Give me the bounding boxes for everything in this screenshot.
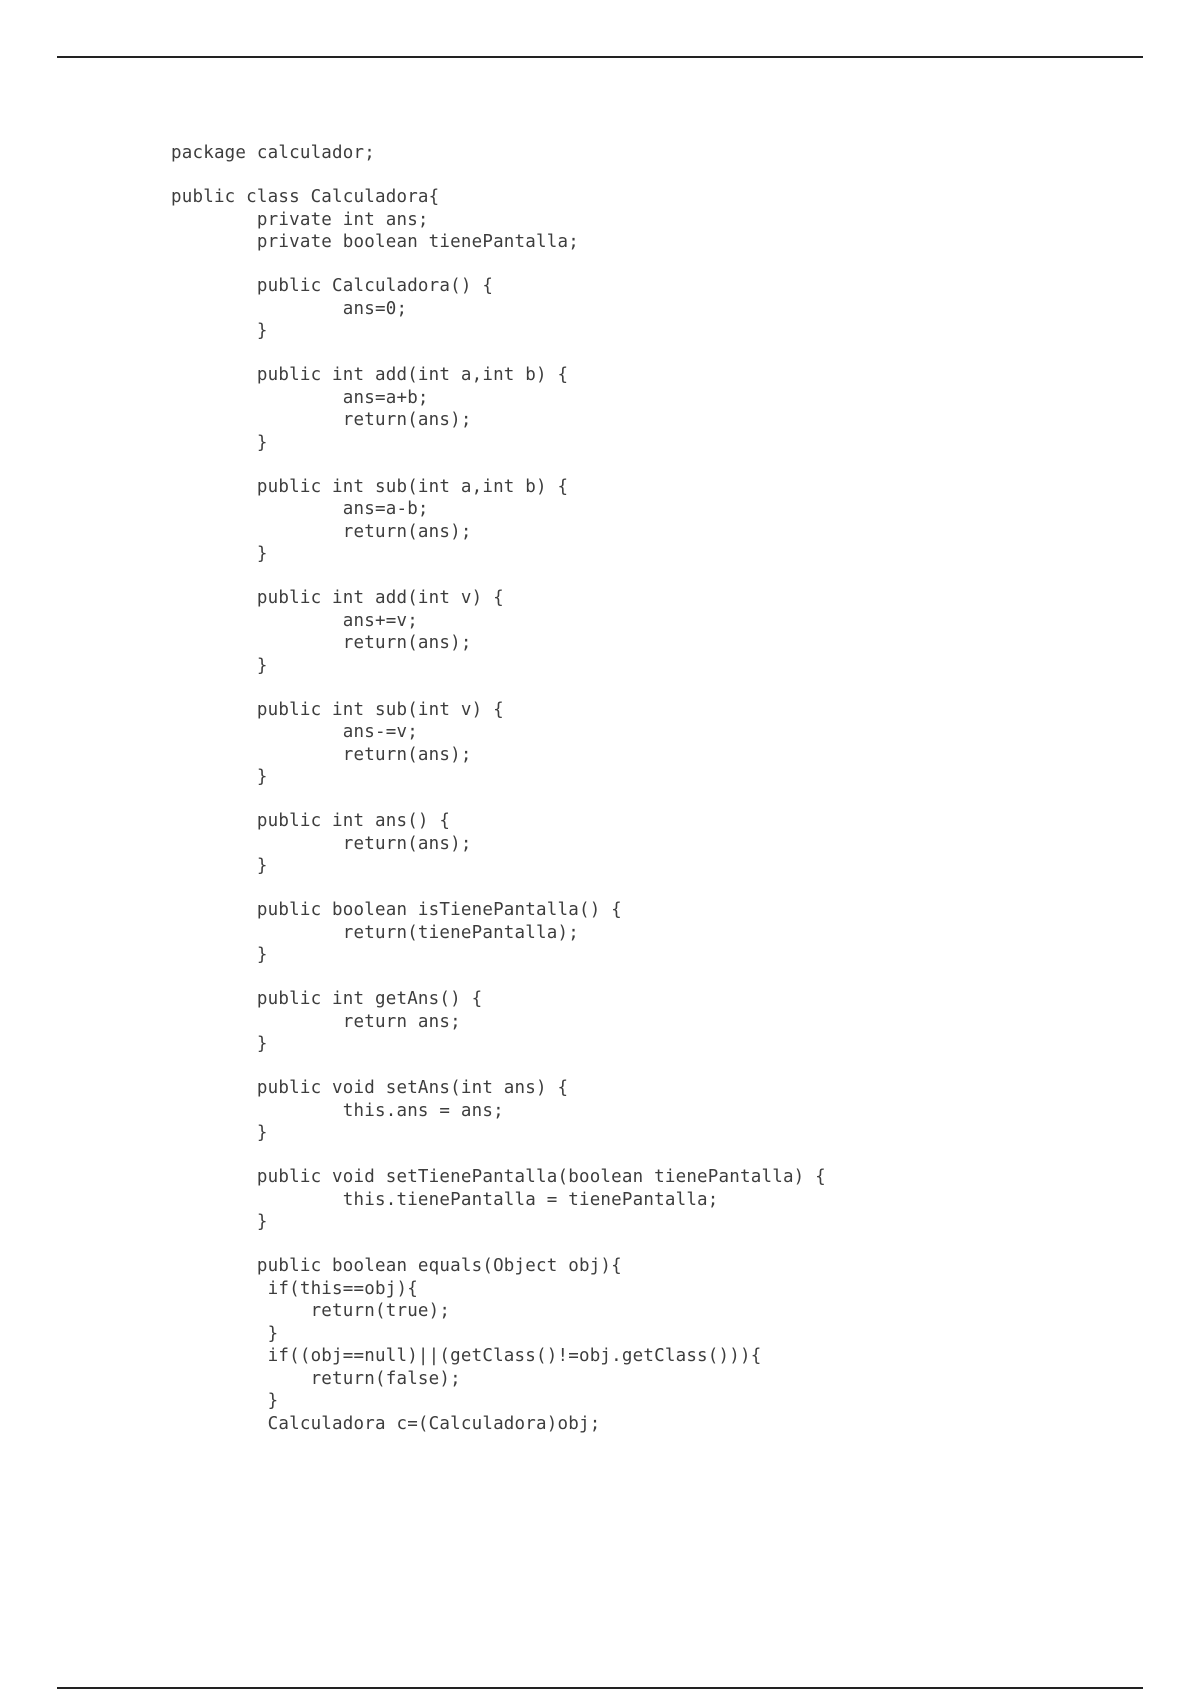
code-line: return(true); bbox=[171, 1301, 451, 1321]
code-line: ans+=v; bbox=[171, 610, 418, 631]
code-line: } bbox=[171, 1212, 268, 1232]
code-line: public class Calculadora{ bbox=[171, 187, 440, 207]
code-line: } bbox=[171, 432, 268, 453]
code-line: public int sub(int a,int b) { bbox=[171, 476, 569, 497]
code-line: private boolean tienePantalla; bbox=[171, 232, 579, 252]
code-line: return(ans); bbox=[171, 633, 472, 653]
code-line: } bbox=[171, 1323, 279, 1344]
code-line: private int ans; bbox=[171, 209, 429, 230]
code-line: public int add(int a,int b) { bbox=[171, 365, 569, 385]
code-line: public void setAns(int ans) { bbox=[171, 1078, 569, 1098]
code-line: public int sub(int v) { bbox=[171, 699, 504, 720]
code-line: } bbox=[171, 321, 268, 341]
code-line: ans=a+b; bbox=[171, 387, 429, 408]
code-line: return(ans); bbox=[171, 833, 472, 854]
code-line: public int ans() { bbox=[171, 811, 451, 831]
code-line: return ans; bbox=[171, 1011, 461, 1032]
code-line: } bbox=[171, 1123, 268, 1143]
header-rule bbox=[57, 56, 1143, 58]
footer-rule bbox=[57, 1687, 1143, 1689]
code-line: return(tienePantalla); bbox=[171, 922, 579, 943]
code-line: public boolean isTienePantalla() { bbox=[171, 900, 622, 920]
code-line: return(ans); bbox=[171, 744, 472, 765]
code-line: ans=a-b; bbox=[171, 499, 429, 519]
code-line: this.ans = ans; bbox=[171, 1100, 504, 1121]
code-line: return(ans); bbox=[171, 521, 472, 542]
code-line: this.tienePantalla = tienePantalla; bbox=[171, 1189, 719, 1210]
code-line: ans=0; bbox=[171, 298, 408, 319]
code-line: package calculador; bbox=[171, 143, 375, 163]
code-line: if((obj==null)||(getClass()!=obj.getClass())){ bbox=[171, 1346, 762, 1366]
code-line: Calculadora c=(Calculadora)obj; bbox=[171, 1413, 601, 1434]
code-line: public void setTienePantalla(boolean tienePantalla) { bbox=[171, 1167, 826, 1187]
code-line: } bbox=[171, 1391, 279, 1411]
code-line: if(this==obj){ bbox=[171, 1278, 418, 1299]
code-line: ans-=v; bbox=[171, 722, 418, 742]
code-line: public boolean equals(Object obj){ bbox=[171, 1256, 622, 1276]
code-line: } bbox=[171, 544, 268, 564]
code-line: public Calculadora() { bbox=[171, 276, 494, 296]
code-line: public int add(int v) { bbox=[171, 588, 504, 608]
code-line: } bbox=[171, 655, 268, 676]
code-line: } bbox=[171, 945, 268, 965]
code-line: } bbox=[171, 1034, 268, 1054]
code-line: public int getAns() { bbox=[171, 989, 483, 1009]
code-line: return(false); bbox=[171, 1368, 461, 1389]
code-line: } bbox=[171, 856, 268, 876]
code-line: return(ans); bbox=[171, 410, 472, 430]
code-line: } bbox=[171, 767, 268, 787]
